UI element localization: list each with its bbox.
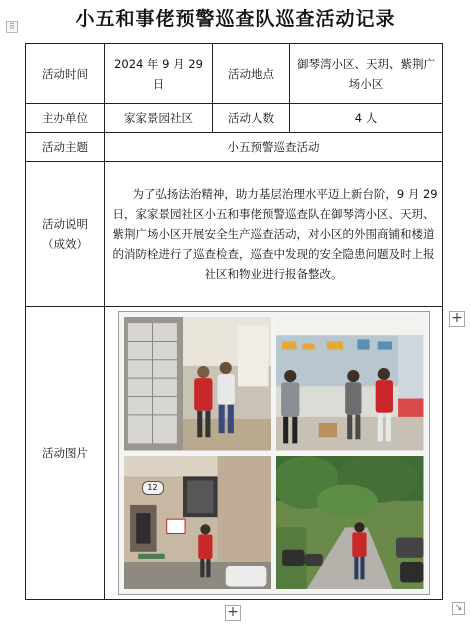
organizer-value: 家家景园社区 — [105, 104, 213, 133]
add-row-plus-icon[interactable]: + — [225, 605, 241, 621]
description-text: 为了弘扬法治精神，助力基层治理水平迈上新台阶，9 月 29 日，家家景园社区小五和事佬预警巡查队在御琴湾小区、天玥、紫荆广场小区开展安全生产巡查活动，对小区的外围商铺和楼道的消防栓进行了巡查检查，巡查中发现的安全隐患问题及时上报社区和物业进行报备整改。 — [112, 187, 438, 281]
photos-cell — [105, 307, 443, 600]
place-value: 御琴湾小区、天玥、紫荆广场小区 — [290, 44, 443, 104]
photo-collage[interactable] — [118, 311, 430, 595]
activity-photo-supermarket — [276, 317, 424, 451]
page-title: 小五和事佬预警巡查队巡查活动记录 — [75, 8, 396, 30]
activity-photo-building-entrance — [124, 456, 272, 590]
place-label: 活动地点 — [213, 44, 290, 104]
resize-corner-icon[interactable]: ↘ — [452, 602, 465, 615]
headcount-value: 4 人 — [290, 104, 443, 133]
time-value: 2024 年 9 月 29 日 — [105, 44, 213, 104]
table-row — [26, 104, 443, 133]
description-label-line1: 活动说明 — [42, 217, 88, 231]
organizer-label: 主办单位 — [26, 104, 105, 133]
table-row — [26, 44, 443, 104]
table-row — [26, 133, 443, 162]
theme-label: 活动主题 — [26, 133, 105, 162]
headcount-label: 活动人数 — [213, 104, 290, 133]
theme-value: 小五预警巡查活动 — [105, 133, 443, 162]
activity-photo-outdoor-path — [276, 456, 424, 590]
table-move-handle-icon[interactable]: ⠿ — [6, 21, 18, 33]
unit-number-sign: 12 — [142, 481, 164, 495]
description-label — [26, 162, 105, 307]
add-column-plus-icon[interactable]: + — [449, 311, 465, 327]
photos-label: 活动图片 — [26, 307, 105, 600]
table-row — [26, 307, 443, 600]
description-cell — [105, 162, 443, 307]
time-label: 活动时间 — [26, 44, 105, 104]
description-label-line2: （成效） — [42, 237, 88, 251]
table-row — [26, 162, 443, 307]
activity-record-table — [25, 43, 443, 600]
activity-photo-shop-interior — [124, 317, 272, 451]
